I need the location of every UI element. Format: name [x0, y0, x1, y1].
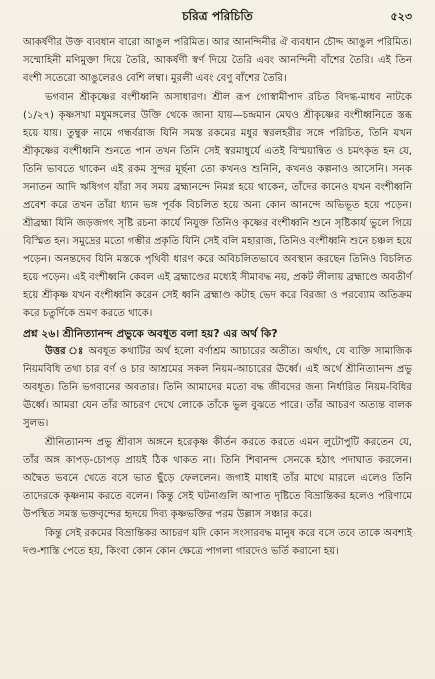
page-bottom-spacer: [23, 562, 412, 564]
answer-label: উত্তর ঃ: [45, 346, 85, 357]
paragraph-flute-measurements: আকর্ষণীর উক্ত ব্যবধান বারো আঙুল পরিমিত। আর আনন্দিনীর ঐ ব্যবধান চৌদ্দ আঙুল পরিমিত। সম্মোহিনী মণিমুক্তা দিয়ে তৈরি, আকর্ষণী স্বর্ণ দিয়ে তৈরি এবং আনন্দিনী বাঁশের তৈরি। এই তিন বংশী সতেরো আঙুলেরও বেশি লম্বা। মুরলী এবং বেণু বাঁশের তৈরি।: [23, 37, 412, 84]
question-heading: প্রশ্ন ২৬। শ্রীনিত্যানন্দ প্রভুকে অবধূত বলা হয়? এর অর্থ কি?: [23, 327, 278, 340]
page-number: ৫২৩: [390, 10, 412, 23]
running-title: চরিত্র পরিচিতি: [182, 9, 253, 23]
paragraph-warning: কিন্তু সেই রকমের বিভ্রান্তিকর আচরণ যদি কোন সংসারবদ্ধ মানুষ করে বসে তবে তাকে অবশ্যই দণ্ড-শাস্তি পেতে হয়, কিংবা কোন কোন ক্ষেত্রে পাগলা গারদেও ভর্তি করানো হয়।: [23, 528, 412, 557]
answer-text: অবধূত কথাটির অর্থ হলো বর্ণাশ্রম আচারের অতীত। অর্থাৎ, যে ব্যক্তি সামাজিক নিয়মবিধি তথা চার বর্ণ ও চার আশ্রমের সকল নিয়ম-আচারের ঊর্ধ্বে। এই অর্থে শ্রীনিত্যানন্দ প্রভু অবধূত। তিনি ভগবানের অবতার। তিনি আমাদের মতো বদ্ধ জীবদের জন্য নির্ধারিত নিয়ম-বিধির ঊর্ধ্বে। আমরা যেন তাঁর আচরণ দেখে লোকে তাঁকে ভুল বুঝতে পারে। তাঁর আচরণ অত্যন্ত বালক সুলভ।: [23, 346, 413, 429]
paragraph-flute-sound: ভগবান শ্রীকৃষ্ণের বংশীধ্বনি অসাধারণ। শ্রীল রূপ গোস্বামীপাদ রচিত বিদগ্ধ-মাধব নাটকে (১/২৭) কৃষ্ণসখা মধুমঙ্গলের উক্তি থেকে জানা যায়—চন্দ্রমান মেঘও শ্রীকৃষ্ণের বংশীধ্বনিতে স্তব্ধ হয়ে যায়। তুম্বুরু নামে গন্ধর্বরাজ যিনি সমস্ত রকমের মধুর স্বরলহরীর সঙ্গে পরিচিত, তিনি যখন শ্রীকৃষ্ণের বংশীধ্বনি শুনতে পান তখন তিনি সেই স্বরমাধুর্যে এতই বিস্ময়ান্বিত ও চমৎকৃত হন যে, তিনি ভাবতে থাকেন এই রকম সুন্দর মূর্ছনা তো কখনও শুনিনি, কখনও কল্পনাও আসেনি। সনক সনাতন আদি ঋষিগণ যাঁরা সব সময় ব্রহ্মানন্দে নিমগ্ন হয়ে থাকেন, তাঁদের কানেও যখন বংশীধ্বনি প্রবেশ করে তখন তাঁরা ধ্যান ভঙ্গ পূর্বক বিচলিত হয়ে অন্য কোন আনন্দে অভিভূত হয়ে পড়েন। শ্রীব্রহ্মা যিনি জড়জগৎ সৃষ্টি রচনা কার্যে নিযুক্ত তিনিও কৃষ্ণের বংশীধ্বনি শুনে সৃষ্টিকার্য ভুলে গিয়ে বিস্মিত হন। সমুদ্রের মতো গম্ভীর প্রকৃতি যিনি সেই বলি মহারাজ, তিনিও বংশীধ্বনি শুনে চঞ্চল হয়ে পড়েন। অনন্তদেব যিনি মস্তকে পৃথিবী ধারণ করে অবিচলিতভাবে অবস্থান করছেন তিনিও বিচলিত হয়ে পড়েন। এই বংশীধ্বনি কেবল এই ব্রহ্মাণ্ডের মধ্যেই সীমাবদ্ধ নয়, প্রকট লীলায় ব্রহ্মাণ্ডে অবতীর্ণ হয়ে শ্রীকৃষ্ণ যখন বংশীধ্বনি করেন সেই ধ্বনি ব্রহ্মাণ্ড কটাহ ভেদ করে বিরজা ও পরব্যোম অতিক্রম করে চতুর্দিকে ভ্রমণ করতে থাকে।: [23, 92, 412, 319]
answer-paragraph: [23, 343, 412, 433]
paragraph-nityananda-behavior: শ্রীনিত্যানন্দ প্রভু শ্রীবাস অঙ্গনে হরেকৃষ্ণ কীর্তন করতে করতে এমন লুটোপুটি করতেন যে, তাঁর অঙ্গ কাপড়-চোপড় প্রায়ই ঠিক থাকত না। তিনি শিবানন্দ সেনকে হঠাৎ পদাঘাত করলেন। অদ্বৈত ভবনে খেতে বসে ভাত ছুঁড়ে ফেললেন। জগাই মাধাই তাঁর মাথে মারলে এলেও তিনি তাদেরকে কৃষ্ণনাম করতে বলেন। কিন্তু সেই ঘটনাগুলি আপাত দৃষ্টিতে বিভ্রান্তিকর হলেও পরিণামে উপস্থিত সমস্ত ভক্তবৃন্দের হৃদয়ে দিব্য কৃষ্ণভক্তির পরম উল্লাস সঞ্চার করে।: [23, 437, 412, 520]
page-content: [23, 34, 412, 564]
page-header: [23, 8, 412, 28]
